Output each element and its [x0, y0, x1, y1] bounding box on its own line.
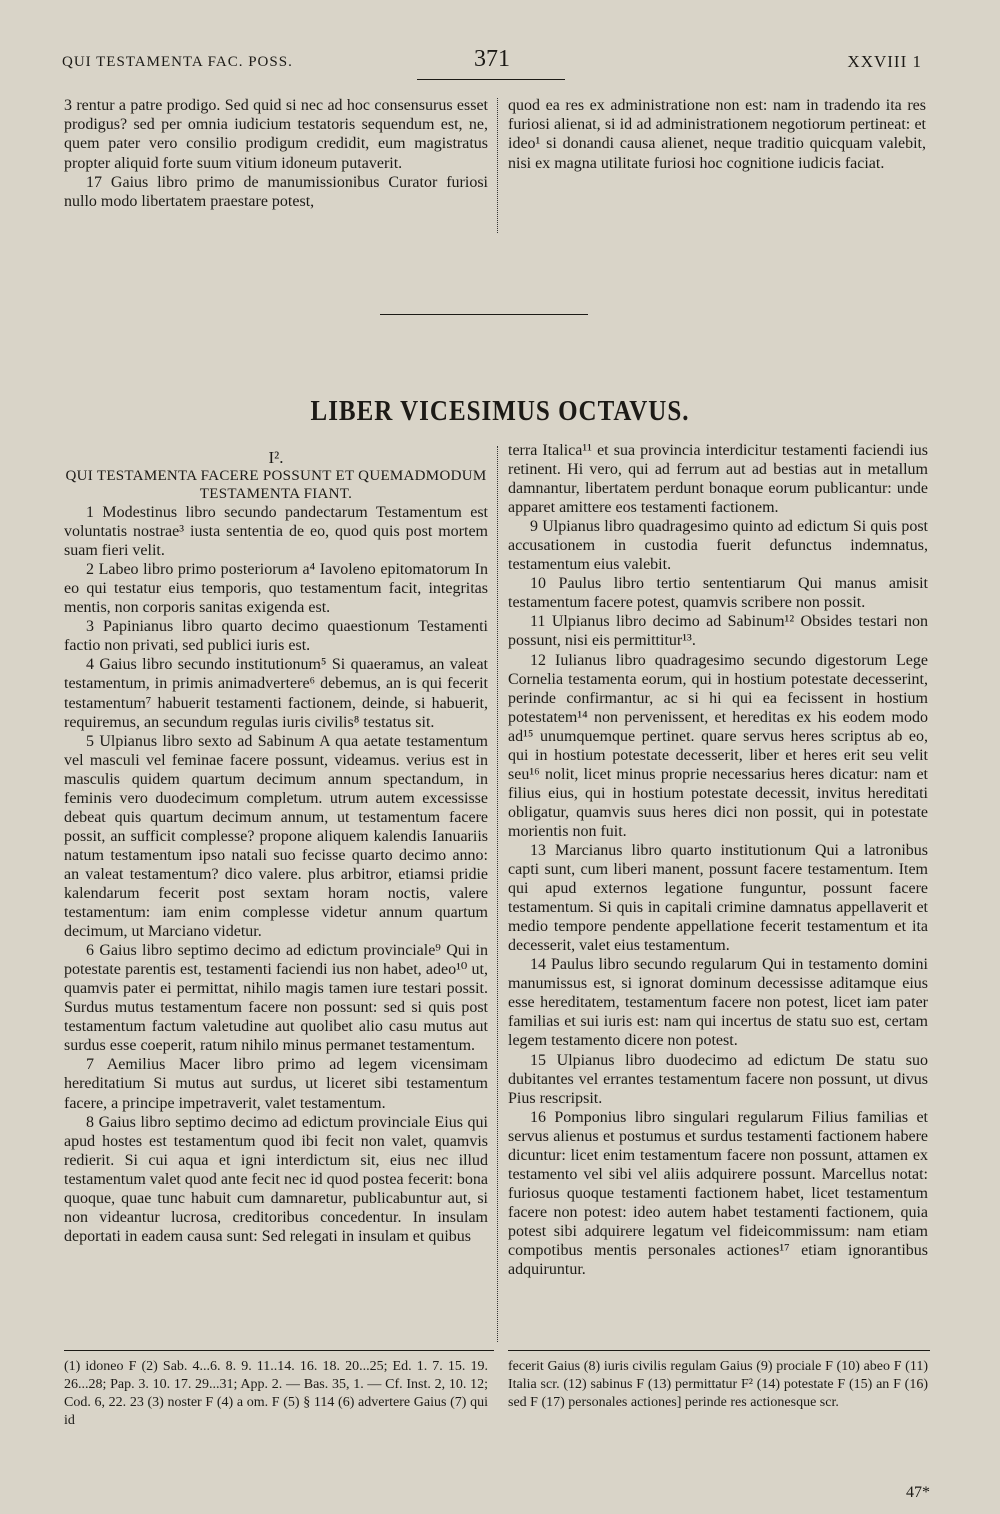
paragraph: 17 Gaius libro primo de manumissionibus Curator furiosi nullo modo libertatem praestare potest, [64, 173, 488, 211]
fragment: 13 Marcianus libro quarto institutionum Qui a latronibus capti sunt, cum liberi manent, possunt facere testamentum. Item qui apud externos legatione funguntur, possunt facere testamentum. Si quis in capitali crimine damnatus appellaverit et medio tempore pendente appellatione fecerit testamentum et ita decesserit, valet eius testamentum. [508, 841, 928, 955]
fragment: 4 Gaius libro secundo institutionum⁵ Si quaeramus, an valeat testamentum, in primis animadvertere⁶ debemus, an is qui fecerit testamentum⁷ habuerit testamenti factionem, deinde, si habuerit, requiremus, an secundum regulas iuris civilis⁸ testatus sit. [64, 656, 488, 731]
fragment: 11 Ulpianus libro decimo ad Sabinum¹² Obsides testari non possunt, nisi eis permittitur¹³. [508, 613, 928, 650]
fragment: 2 Labeo libro primo posteriorum a⁴ Iavoleno epitomatorum In eo qui testatur eius temporis, quo testamentum facit, integritas mentis, non corporis sanitas exigenda est. [64, 561, 488, 617]
fragment: 5 Ulpianus libro sexto ad Sabinum A qua aetate testamentum vel masculi vel feminae facere possunt, videamus. verius est in masculis quidem quartum decimum annum spectandum, in feminis vero duodecimum completum. utrum autem excessisse debeat quis quartum decimum annum, ut testamentum facere possit, an sufficit complesse? propone aliquem kalendis Ianuariis natum testamentum ipso natali suo fecisse quarto decimo anno: an valeat testamentum? dico valere. plus arbitror, etiamsi pridie kalendarum fecerit post sextam horam noctis, valere testamentum: iam enim complesse videtur annum quartum decimum, ut Marciano videtur. [64, 732, 488, 941]
running-head-left: QUI TESTAMENTA FAC. POSS. [62, 54, 293, 70]
book-title: LIBER VICESIMUS OCTAVUS. [310, 396, 690, 427]
right-column [508, 441, 928, 1279]
footnote-text: (1) idoneo F (2) Sab. 4...6. 8. 9. 11..14. 16. 18. 20...25; Ed. 1. 7. 15. 19. 26...28; Pap. 3. 10. 17. 29...31; App. 2. — Bas. 35, 1. — Cf. Inst. 2, 10. 12; Cod. 6, 22. 23 (3) noster F (4) a om. F (5) § 114 (6) advertere Gaius (7) qui id [64, 1359, 488, 1428]
running-head-right: XXVIII 1 [847, 52, 922, 71]
signature-mark: 47* [906, 1484, 930, 1501]
fragment: 3 Papinianus libro quarto decimo quaestionum Testamenti factio non privati, sed publici iuris est. [64, 618, 488, 655]
footnote-rule [508, 1350, 930, 1351]
column-divider [497, 98, 498, 233]
fragment: 16 Pomponius libro singulari regularum Filius familias et servus alienus et postumus et surdus testamenti factionem habere dicuntur: licet enim testamentum facere non possunt, attamen ex testamento vel sibi vel aliis adquirere possunt. Marcellus notat: furiosus quoque testamenti factionem habet, licet testamentum facere non potest: ideo autem habet testamenti factionem, quia potest sibi adquirere legatum vel fideicommissum: nam etiam compotibus mentis personales actiones¹⁷ etiam ignorantibus adquiruntur. [508, 1108, 928, 1279]
running-header [62, 44, 922, 84]
fragment: 10 Paulus libro tertio sententiarum Qui manus amisit testamentum facere potest, quamvis scribere non possit. [508, 575, 928, 612]
footnote-rule [64, 1350, 494, 1351]
fragment: terra Italica¹¹ et sua provincia interdicitur testamenti faciendi ius retinent. Hi vero, qui ad ferrum aut ad bestias aut in metallum damnantur, libertatem perdunt bonaque eorum publicantur: unde apparet amittere eos testamenti factionem. [508, 442, 928, 517]
paragraph: 3 rentur a patre prodigo. Sed quid si nec ad hoc consensurus esset prodigus? sed per omnia iudicium testatoris sequendum est, ne, quem pater vero consilio prodigum credidit, eum magistratus propter aliquid forte suum vitium idoneum putaverit. [64, 97, 488, 172]
top-right-column [508, 96, 926, 173]
fragment: 14 Paulus libro secundo regularum Qui in testamento domini manumissus est, si ignorat dominum decessisse aditamque eius esse hereditatem, testamentum facere non potest, licet iam pater familias et sui iuris est: nam qui incertus de statu suo est, certam legem testamento dicere non potest. [508, 956, 928, 1050]
page-number: 371 [474, 46, 510, 72]
left-column [64, 448, 488, 1246]
fragment: 12 Iulianus libro quadragesimo secundo digestorum Lege Cornelia testamenta eorum, qui in hostium potestate decesserint, perinde confirmantur, ac si hi qui ea fecissent in hostium potestatem¹⁴ non pervenissent, et hereditas ex his eodem modo ad¹⁵ unumquemque pertinet. quare servus heres scriptus ab eo, qui in hostium potestate decesserit, liber et heres erit seu velit seu¹⁶ nolit, licet minus proprie necessarius heres dicatur: nam et filius eius, qui in hostium potestate decessit, invitus hereditati obligatur, quamvis suus heres dici non possit, qui in potestate morientis non fuit. [508, 651, 928, 840]
fragment: 9 Ulpianus libro quadragesimo quinto ad edictum Si quis post accusationem in custodia fuerit defunctus indemnatus, testamentum eius valebit. [508, 518, 928, 574]
section-rule [380, 314, 588, 315]
header-rule [417, 79, 565, 80]
fragment: 7 Aemilius Macer libro primo ad legem vicensimam hereditatium Si mutus aut surdus, ut liceret sibi testamentum facere, a principe impetraverit, valet testamentum. [64, 1056, 488, 1112]
fragment: 1 Modestinus libro secundo pandectarum Testamentum est voluntatis nostrae³ iusta sententia de eo, quod quis post mortem suam fieri velit. [64, 504, 488, 560]
footnotes-left [64, 1358, 488, 1430]
fragment: 6 Gaius libro septimo decimo ad edictum provinciale⁹ Qui in potestate parentis est, testamenti faciendi ius non habet, adeo¹⁰ ut, quamvis pater ei permittat, nihilo magis tamen iure testari possit. Surdus mutus testamentum facere non possunt: sed si quis post testamentum factum valetudine aut quolibet alio casu mutus aut surdus esse coeperit, ratum nihilo minus permanet testamentum. [64, 942, 488, 1055]
top-left-column [64, 96, 488, 211]
title-number: I². [268, 448, 284, 467]
fragment: 15 Ulpianus libro duodecimo ad edictum De statu suo dubitantes vel errantes testamentum facere non possunt, ut divus Pius rescripsit. [508, 1051, 928, 1107]
column-divider [497, 446, 498, 1342]
title-heading: QUI TESTAMENTA FACERE POSSUNT ET QUEMADMODUM TESTAMENTA FIANT. [65, 468, 487, 503]
paragraph: quod ea res ex administratione non est: nam in tradendo ita res furiosi alienat, si id ad administrationem negotiorum pertineat: et ideo¹ si donandi causa alienet, neque traditio quicquam valebit, nisi ex magna utilitate furiosi hoc cognitione iudicis faciat. [508, 97, 926, 172]
footnotes-right [508, 1358, 928, 1412]
fragment: 8 Gaius libro septimo decimo ad edictum provinciale Eius qui apud hostes est testamentum quod ibi fecit non valet, quamvis redierit. Si cui aqua et igni interdictum sit, eius nec illud testamentum valet quod ante fecit nec id quod postea fecerit: bona quoque, quae tunc habuit cum damnaretur, publicabuntur aut, si non videantur lucrosa, creditoribus concedentur. In insulam deportati in eadem causa sunt: Sed relegati in insulam et quibus [64, 1113, 488, 1245]
footnote-text: fecerit Gaius (8) iuris civilis regulam Gaius (9) prociale F (10) abeo F (11) Italia scr. (12) sabinus F (13) permittatur F² (14) potestate F (15) an F (16) sed F (17) personales actiones] perinde res actionesque scr. [508, 1359, 928, 1410]
